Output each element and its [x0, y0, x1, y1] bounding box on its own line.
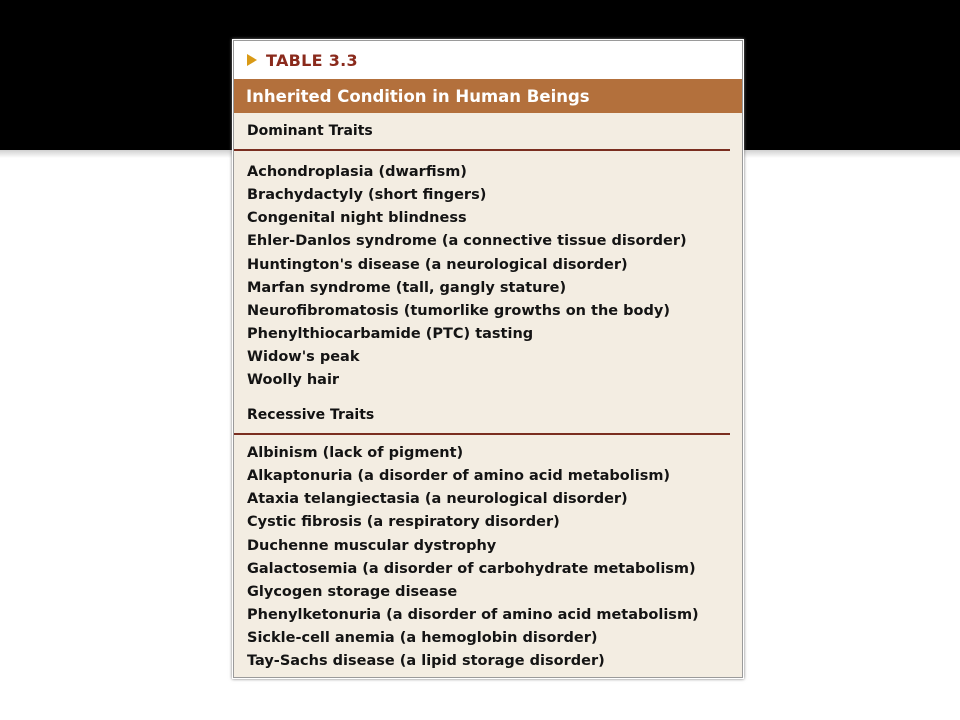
triangle-arrow-icon — [247, 54, 257, 66]
dominant-traits-list — [247, 161, 687, 392]
recessive-traits-rule — [234, 433, 730, 435]
recessive-trait-item: Glycogen storage disease — [247, 583, 458, 600]
recessive-trait-item: Alkaptonuria (a disorder of amino acid metabolism) — [247, 468, 671, 485]
dominant-trait-item: Woolly hair — [247, 372, 340, 389]
table-number: TABLE 3.3 — [266, 50, 358, 70]
dominant-trait-item: Neurofibromatosis (tumorlike growths on the body) — [247, 302, 670, 319]
table-panel — [233, 40, 743, 678]
dominant-trait-item: Phenylthiocarbamide (PTC) tasting — [247, 325, 534, 342]
dominant-trait-item: Ehler-Danlos syndrome (a connective tissue disorder) — [247, 233, 687, 250]
dominant-trait-item: Huntington's disease (a neurological disorder) — [247, 256, 628, 273]
dominant-trait-item: Widow's peak — [247, 349, 360, 366]
recessive-trait-item: Cystic fibrosis (a respiratory disorder) — [247, 514, 560, 531]
dominant-trait-item: Brachydactyly (short fingers) — [247, 187, 487, 204]
table-title-bar — [234, 79, 742, 113]
recessive-trait-item: Sickle-cell anemia (a hemoglobin disorder) — [247, 630, 598, 647]
dominant-traits-rule — [234, 149, 730, 151]
table-number-row — [234, 41, 742, 79]
recessive-trait-item: Phenylketonuria (a disorder of amino acid metabolism) — [247, 606, 699, 623]
recessive-trait-item: Duchenne muscular dystrophy — [247, 537, 497, 554]
recessive-trait-item: Albinism (lack of pigment) — [247, 445, 464, 461]
recessive-trait-item: Galactosemia (a disorder of carbohydrate metabolism) — [247, 560, 696, 577]
recessive-trait-item: Tay-Sachs disease (a lipid storage disorder) — [247, 653, 605, 670]
recessive-traits-list — [247, 442, 699, 673]
table-title: Inherited Condition in Human Beings — [246, 86, 590, 106]
recessive-trait-item: Ataxia telangiectasia (a neurological disorder) — [247, 491, 628, 508]
dominant-trait-item: Congenital night blindness — [247, 210, 467, 227]
dominant-traits-heading: Dominant Traits — [247, 123, 373, 139]
recessive-traits-heading: Recessive Traits — [247, 407, 375, 423]
dominant-trait-item: Marfan syndrome (tall, gangly stature) — [247, 279, 567, 296]
dominant-trait-item: Achondroplasia (dwarfism) — [247, 164, 467, 180]
